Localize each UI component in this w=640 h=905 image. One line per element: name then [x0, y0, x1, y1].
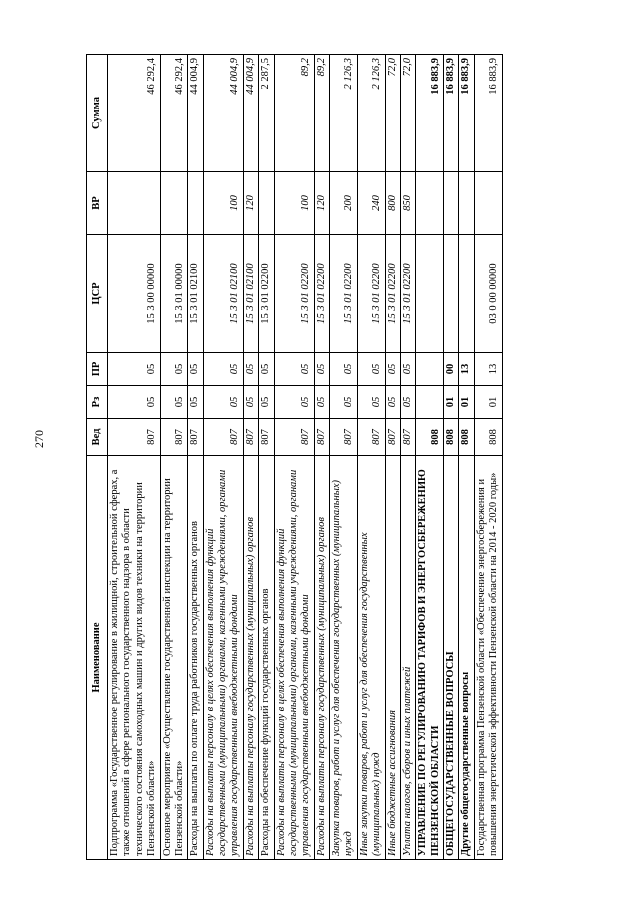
cell-ved: 807 — [259, 419, 274, 456]
cell-pr: 13 — [459, 353, 474, 386]
cell-pr: 05 — [188, 353, 203, 386]
cell-ved: 807 — [385, 419, 400, 456]
cell-name: Основное мероприятие «Осуществление государственной инспекции на территории Пензенской области» — [160, 456, 188, 860]
cell-pr: 05 — [385, 353, 400, 386]
header-rz: Рз — [87, 386, 108, 419]
cell-vr: 800 — [385, 172, 400, 235]
cell-name: Другие общегосударственные вопросы — [459, 456, 474, 860]
cell-rz: 01 — [459, 386, 474, 419]
cell-ved: 807 — [108, 419, 161, 456]
budget-table — [86, 54, 503, 860]
cell-pr: 05 — [259, 353, 274, 386]
cell-ved: 807 — [274, 419, 314, 456]
cell-ved: 807 — [357, 419, 385, 456]
cell-csr: 15 3 01 02100 — [188, 235, 203, 353]
cell-pr: 05 — [243, 353, 258, 386]
cell-name: Закупка товаров, работ и услуг для обеспечения государственных (муниципальных) нужд — [330, 456, 358, 860]
cell-name: Подпрограмма «Государственное регулирование в жилищной, строительной сферах, а также отношений в сфере регионального государственного надзора в области технического состояния самоходных машин и других видов техники на территории Пензенской области» — [108, 456, 161, 860]
rotated-page-content — [86, 55, 503, 860]
cell-pr: 05 — [330, 353, 358, 386]
cell-name: ОБЩЕГОСУДАРСТВЕННЫЕ ВОПРОСЫ — [444, 456, 459, 860]
cell-vr — [188, 172, 203, 235]
cell-name: Иные бюджетные ассигнования — [385, 456, 400, 860]
cell-rz: 05 — [188, 386, 203, 419]
table-row — [459, 55, 474, 860]
cell-pr: 05 — [357, 353, 385, 386]
cell-pr: 05 — [160, 353, 188, 386]
cell-ved: 808 — [459, 419, 474, 456]
cell-name: Государственная программа Пензенской области «Обеспечение энергосбережения и повышения энергетической эффективности Пензенской области на 2014 - 2020 годы» — [474, 456, 502, 860]
cell-vr: 120 — [243, 172, 258, 235]
table-row — [314, 55, 329, 860]
cell-sum: 44 004,9 — [188, 55, 203, 172]
cell-name: Расходы на выплаты по оплате труда работников государственных органов — [188, 456, 203, 860]
table-row — [385, 55, 400, 860]
cell-sum: 44 004,9 — [243, 55, 258, 172]
cell-sum: 72,0 — [385, 55, 400, 172]
cell-ved: 808 — [474, 419, 502, 456]
cell-csr: 15 3 01 00000 — [160, 235, 188, 353]
cell-vr — [459, 172, 474, 235]
cell-pr: 13 — [474, 353, 502, 386]
cell-csr: 03 0 00 00000 — [474, 235, 502, 353]
table-row — [274, 55, 314, 860]
cell-vr — [474, 172, 502, 235]
cell-csr: 15 3 01 02200 — [274, 235, 314, 353]
table-row — [357, 55, 385, 860]
header-sum: Сумма — [87, 55, 108, 172]
cell-vr — [416, 172, 444, 235]
cell-vr — [108, 172, 161, 235]
cell-rz: 05 — [108, 386, 161, 419]
table-row — [188, 55, 203, 860]
cell-rz: 05 — [357, 386, 385, 419]
cell-ved: 807 — [314, 419, 329, 456]
cell-csr: 15 3 01 02200 — [385, 235, 400, 353]
cell-sum: 16 883,9 — [416, 55, 444, 172]
cell-vr: 100 — [274, 172, 314, 235]
cell-pr: 05 — [400, 353, 415, 386]
cell-rz: 05 — [259, 386, 274, 419]
cell-name: Иные закупки товаров, работ и услуг для обеспечения государственных (муниципальных) нужд — [357, 456, 385, 860]
cell-vr: 120 — [314, 172, 329, 235]
cell-rz: 01 — [474, 386, 502, 419]
cell-vr: 200 — [330, 172, 358, 235]
cell-name: Расходы на выплаты персоналу государственных (муниципальных) органов — [314, 456, 329, 860]
table-row — [416, 55, 444, 860]
cell-name: Расходы на выплаты персоналу в целях обеспечения выполнения функций государственными (муниципальными) органами, казенными учреждениями, органами управления государственными внебюджетными фондами — [274, 456, 314, 860]
header-csr: ЦСР — [87, 235, 108, 353]
cell-rz — [416, 386, 444, 419]
cell-name: УПРАВЛЕНИЕ ПО РЕГУЛИРОВАНИЮ ТАРИФОВ И ЭНЕРГОСБЕРЕЖЕНИЮ ПЕНЗЕНСКОЙ ОБЛАСТИ — [416, 456, 444, 860]
cell-rz: 05 — [274, 386, 314, 419]
cell-ved: 808 — [416, 419, 444, 456]
cell-ved: 808 — [444, 419, 459, 456]
cell-vr: 100 — [203, 172, 243, 235]
cell-name: Уплата налогов, сборов и иных платежей — [400, 456, 415, 860]
cell-pr: 05 — [274, 353, 314, 386]
cell-rz: 05 — [314, 386, 329, 419]
header-pr: ПР — [87, 353, 108, 386]
cell-sum: 2 287,5 — [259, 55, 274, 172]
cell-vr — [444, 172, 459, 235]
cell-rz: 05 — [160, 386, 188, 419]
cell-csr: 15 3 01 02100 — [243, 235, 258, 353]
cell-rz: 01 — [444, 386, 459, 419]
cell-pr — [416, 353, 444, 386]
cell-ved: 807 — [203, 419, 243, 456]
cell-sum: 89,2 — [314, 55, 329, 172]
cell-csr: 15 3 01 02100 — [203, 235, 243, 353]
cell-rz: 05 — [400, 386, 415, 419]
cell-name: Расходы на выплаты персоналу в целях обеспечения выполнения функций государственными (муниципальными) органами, казенными учреждениями, органами управления государственными внебюджетными фондами — [203, 456, 243, 860]
cell-pr: 05 — [108, 353, 161, 386]
header-vr: ВР — [87, 172, 108, 235]
cell-sum: 72,0 — [400, 55, 415, 172]
table-row — [474, 55, 502, 860]
cell-vr: 850 — [400, 172, 415, 235]
table-row — [400, 55, 415, 860]
table-row — [243, 55, 258, 860]
cell-sum: 16 883,9 — [444, 55, 459, 172]
cell-vr: 240 — [357, 172, 385, 235]
cell-csr: 15 3 01 02200 — [314, 235, 329, 353]
table-row — [444, 55, 459, 860]
cell-pr: 05 — [314, 353, 329, 386]
header-ved: Вед — [87, 419, 108, 456]
cell-sum: 44 004,9 — [203, 55, 243, 172]
cell-name: Расходы на выплаты персоналу государственных (муниципальных) органов — [243, 456, 258, 860]
cell-ved: 807 — [160, 419, 188, 456]
cell-csr: 15 3 01 02200 — [330, 235, 358, 353]
cell-pr: 00 — [444, 353, 459, 386]
table-row — [160, 55, 188, 860]
table-row — [330, 55, 358, 860]
page-number: 270 — [32, 430, 46, 448]
cell-sum: 46 292,4 — [160, 55, 188, 172]
cell-rz: 05 — [203, 386, 243, 419]
cell-csr: 15 3 00 00000 — [108, 235, 161, 353]
cell-rz: 05 — [330, 386, 358, 419]
cell-ved: 807 — [243, 419, 258, 456]
table-row — [259, 55, 274, 860]
cell-csr — [444, 235, 459, 353]
cell-name: Расходы на обеспечение функций государственных органов — [259, 456, 274, 860]
cell-csr — [459, 235, 474, 353]
cell-ved: 807 — [188, 419, 203, 456]
cell-pr: 05 — [203, 353, 243, 386]
cell-csr — [416, 235, 444, 353]
cell-sum: 2 126,3 — [330, 55, 358, 172]
header-name: Наименование — [87, 456, 108, 860]
table-row — [108, 55, 161, 860]
cell-vr — [259, 172, 274, 235]
cell-ved: 807 — [330, 419, 358, 456]
cell-ved: 807 — [400, 419, 415, 456]
cell-csr: 15 3 01 02200 — [259, 235, 274, 353]
cell-sum: 2 126,3 — [357, 55, 385, 172]
table-header-row — [87, 55, 108, 860]
cell-rz: 05 — [243, 386, 258, 419]
cell-csr: 15 3 01 02200 — [400, 235, 415, 353]
cell-sum: 16 883,9 — [474, 55, 502, 172]
table-row — [203, 55, 243, 860]
cell-sum: 46 292,4 — [108, 55, 161, 172]
cell-rz: 05 — [385, 386, 400, 419]
table-body — [108, 55, 503, 860]
cell-sum: 89,2 — [274, 55, 314, 172]
cell-sum: 16 883,9 — [459, 55, 474, 172]
cell-vr — [160, 172, 188, 235]
cell-csr: 15 3 01 02200 — [357, 235, 385, 353]
